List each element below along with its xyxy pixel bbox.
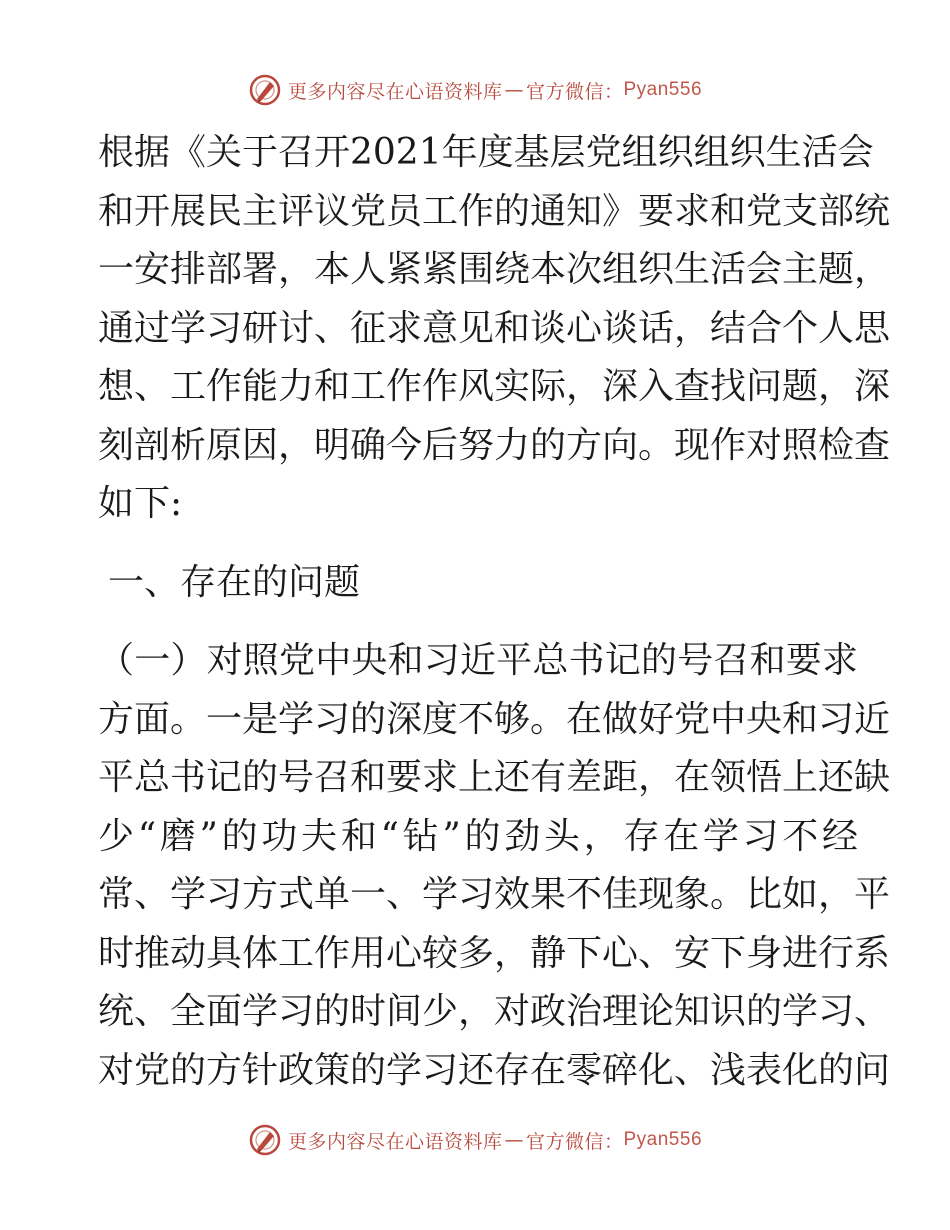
paragraph-line: 和开展民主评议党员工作的通知》要求和党支部统 xyxy=(98,190,891,232)
paragraph-line: （一）对照党中央和习近平总书记的号召和要求 xyxy=(98,640,858,681)
watermark-site-text: 更多内容尽在心语资料库 xyxy=(287,80,503,103)
section-heading: 一、存在的问题 xyxy=(108,561,361,603)
watermark-site-text: 更多内容尽在心语资料库 xyxy=(287,1130,503,1153)
paragraph-problems xyxy=(98,632,891,1100)
watermark-wechat-label: 官方微信： xyxy=(525,1130,624,1153)
pen-nib-logo-icon xyxy=(248,1123,282,1157)
paragraph-line: 一安排部署，本人紧紧围绕本次组织生活会主题， xyxy=(98,249,891,290)
watermark-separator: — xyxy=(504,79,524,101)
paragraph-line: 方面。一是学习的深度不够。在做好党中央和习近 xyxy=(98,698,891,740)
paragraph-line: 统、全面学习的时间少，对政治理论知识的学习、 xyxy=(98,991,891,1032)
paragraph-line: 对党的方针政策的学习还存在零碎化、浅表化的问 xyxy=(98,1049,891,1091)
pen-nib-logo-icon xyxy=(248,73,282,107)
watermark-separator: — xyxy=(504,1129,524,1151)
paragraph-line: 平总书记的号召和要求上还有差距，在领悟上还缺 xyxy=(98,757,891,798)
paragraph-intro xyxy=(98,124,891,534)
paragraph-line: 想、工作能力和工作作风实际，深入查找问题，深 xyxy=(98,366,891,407)
paragraph-line: 刻剖析原因，明确今后努力的方向。现作对照检查 xyxy=(98,424,891,466)
paragraph-line: 时推动具体工作用心较多，静下心、安下身进行系 xyxy=(98,932,891,974)
paragraph-line: 通过学习研讨、征求意见和谈心谈话，结合个人思 xyxy=(98,307,891,349)
paragraph-line: 根据《关于召开2021年度基层党组织组织生活会 xyxy=(98,132,874,173)
document-body xyxy=(98,124,891,1100)
paragraph-line: 如下: xyxy=(98,483,183,524)
watermark-wechat-label: 官方微信： xyxy=(525,80,624,103)
watermark-wechat-id: Pyan556 xyxy=(623,79,703,100)
paragraph-line: 少“磨”的功夫和“钻”的劲头，存在学习不经 xyxy=(98,815,858,857)
watermark-wechat-id: Pyan556 xyxy=(623,1129,703,1150)
footer-watermark xyxy=(0,1120,950,1160)
header-watermark xyxy=(0,70,950,110)
paragraph-line: 常、学习方式单一、学习效果不佳现象。比如，平 xyxy=(98,874,891,915)
